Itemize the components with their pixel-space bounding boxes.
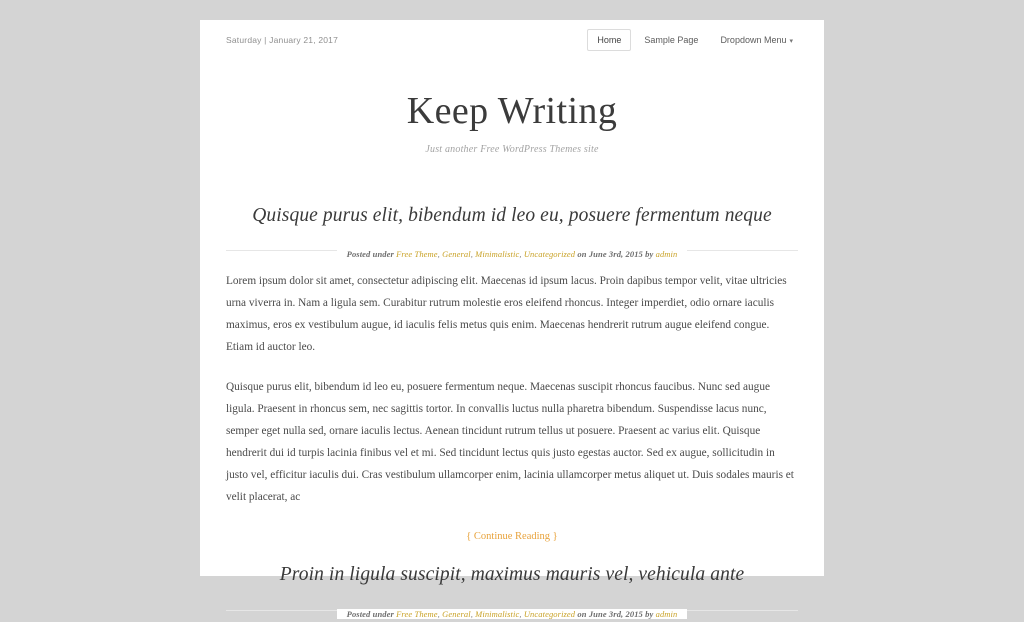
- post-category-free-theme[interactable]: Free Theme: [396, 608, 438, 619]
- post-paragraph: Lorem ipsum dolor sit amet, consectetur adipiscing elit. Maecenas id ipsum lacus. Proin dapibus tempor velit, vitae ultricies urna viverra in. Nam a ligula sem. Curabitur rutrum molestie eros eleifend rhoncus. Integer imperdiet, odio ornare iaculis maximus, eros ex vestibulum augue, id iaculis felis metus quis enim. Maecenas hendrerit rutrum augue eleifend congue. Etiam id auctor leo.: [226, 275, 787, 354]
- site-tagline: Just another Free WordPress Themes site: [425, 143, 599, 155]
- post-article: [226, 203, 798, 545]
- chevron-down-icon: ▾: [789, 38, 793, 45]
- post-meta: [337, 609, 688, 619]
- continue-reading-container: [226, 526, 798, 544]
- post-category-general[interactable]: General: [442, 249, 471, 260]
- site-header: [200, 60, 824, 155]
- post-meta-posted-under: Posted under: [346, 249, 394, 260]
- meta-sep: ,: [470, 608, 473, 619]
- site-page: [200, 20, 824, 619]
- nav-item-home-label: Home: [597, 35, 622, 45]
- site-title[interactable]: Keep Writing: [406, 90, 618, 132]
- post-category-uncategorized[interactable]: Uncategorized: [523, 608, 576, 619]
- post-meta-by: by: [645, 249, 654, 260]
- post-meta-by: by: [645, 608, 654, 619]
- post-title[interactable]: Quisque purus elit, bibendum id leo eu, posuere fermentum neque: [252, 204, 772, 226]
- meta-sep: ,: [519, 249, 522, 260]
- nav-item-dropdown-menu-label: Dropdown Menu: [720, 35, 787, 45]
- post-category-minimalistic[interactable]: Minimalistic: [475, 249, 520, 260]
- meta-sep: ,: [437, 608, 440, 619]
- post-title[interactable]: Proin in ligula suscipit, maximus mauris vel, vehicula ante: [279, 564, 745, 586]
- post-author[interactable]: admin: [655, 249, 678, 260]
- post-body: [226, 270, 798, 508]
- post-date: June 3rd, 2015: [588, 249, 643, 260]
- continue-reading-link[interactable]: { Continue Reading }: [466, 531, 558, 543]
- main-content: [200, 155, 824, 619]
- meta-sep: ,: [519, 608, 522, 619]
- post-meta-container: [226, 604, 798, 619]
- nav-item-sample-page-label: Sample Page: [644, 35, 699, 45]
- post-author[interactable]: admin: [655, 608, 678, 619]
- post-meta-container: [226, 244, 798, 260]
- post-category-free-theme[interactable]: Free Theme: [396, 249, 438, 260]
- post-meta-on: on: [577, 608, 587, 619]
- primary-navigation: [587, 29, 802, 51]
- nav-item-sample-page[interactable]: [635, 30, 707, 50]
- post-paragraph: Quisque purus elit, bibendum id leo eu, posuere fermentum neque. Maecenas suscipit rhoncus faucibus. Nunc sed augue ligula. Praesent in rhoncus sem, nec sagittis tortor. In convallis luctus nulla pharetra bibendum. Suspendisse lacus nunc, semper eget nulla sed, ornare iaculis lectus. Aenean tincidunt rutrum tellus ut posuere. Praesent ac varius elit. Quisque hendrerit dui id turpis lacinia finibus vel et mi. Sed tincidunt lectus quis justo egestas auctor. Sed ex augue, sollicitudin in justo vel, efficitur iaculis dui. Cras vestibulum ullamcorper enim, lacinia ullamcorper metus aliquet ut. Duis sodales mauris et velit placerat, ac: [226, 381, 794, 504]
- meta-sep: ,: [437, 249, 440, 260]
- post-category-minimalistic[interactable]: Minimalistic: [475, 608, 520, 619]
- post-date: June 3rd, 2015: [588, 608, 643, 619]
- post-article: [226, 562, 798, 619]
- post-meta-posted-under: Posted under: [346, 608, 394, 619]
- nav-item-home[interactable]: [587, 29, 631, 51]
- post-meta: [337, 249, 688, 259]
- post-category-general[interactable]: General: [442, 608, 471, 619]
- top-bar: [200, 20, 824, 60]
- current-date: Saturday | January 21, 2017: [226, 35, 339, 45]
- post-category-uncategorized[interactable]: Uncategorized: [523, 249, 576, 260]
- meta-sep: ,: [470, 249, 473, 260]
- nav-item-dropdown-menu[interactable]: [711, 30, 802, 50]
- post-meta-on: on: [577, 249, 587, 260]
